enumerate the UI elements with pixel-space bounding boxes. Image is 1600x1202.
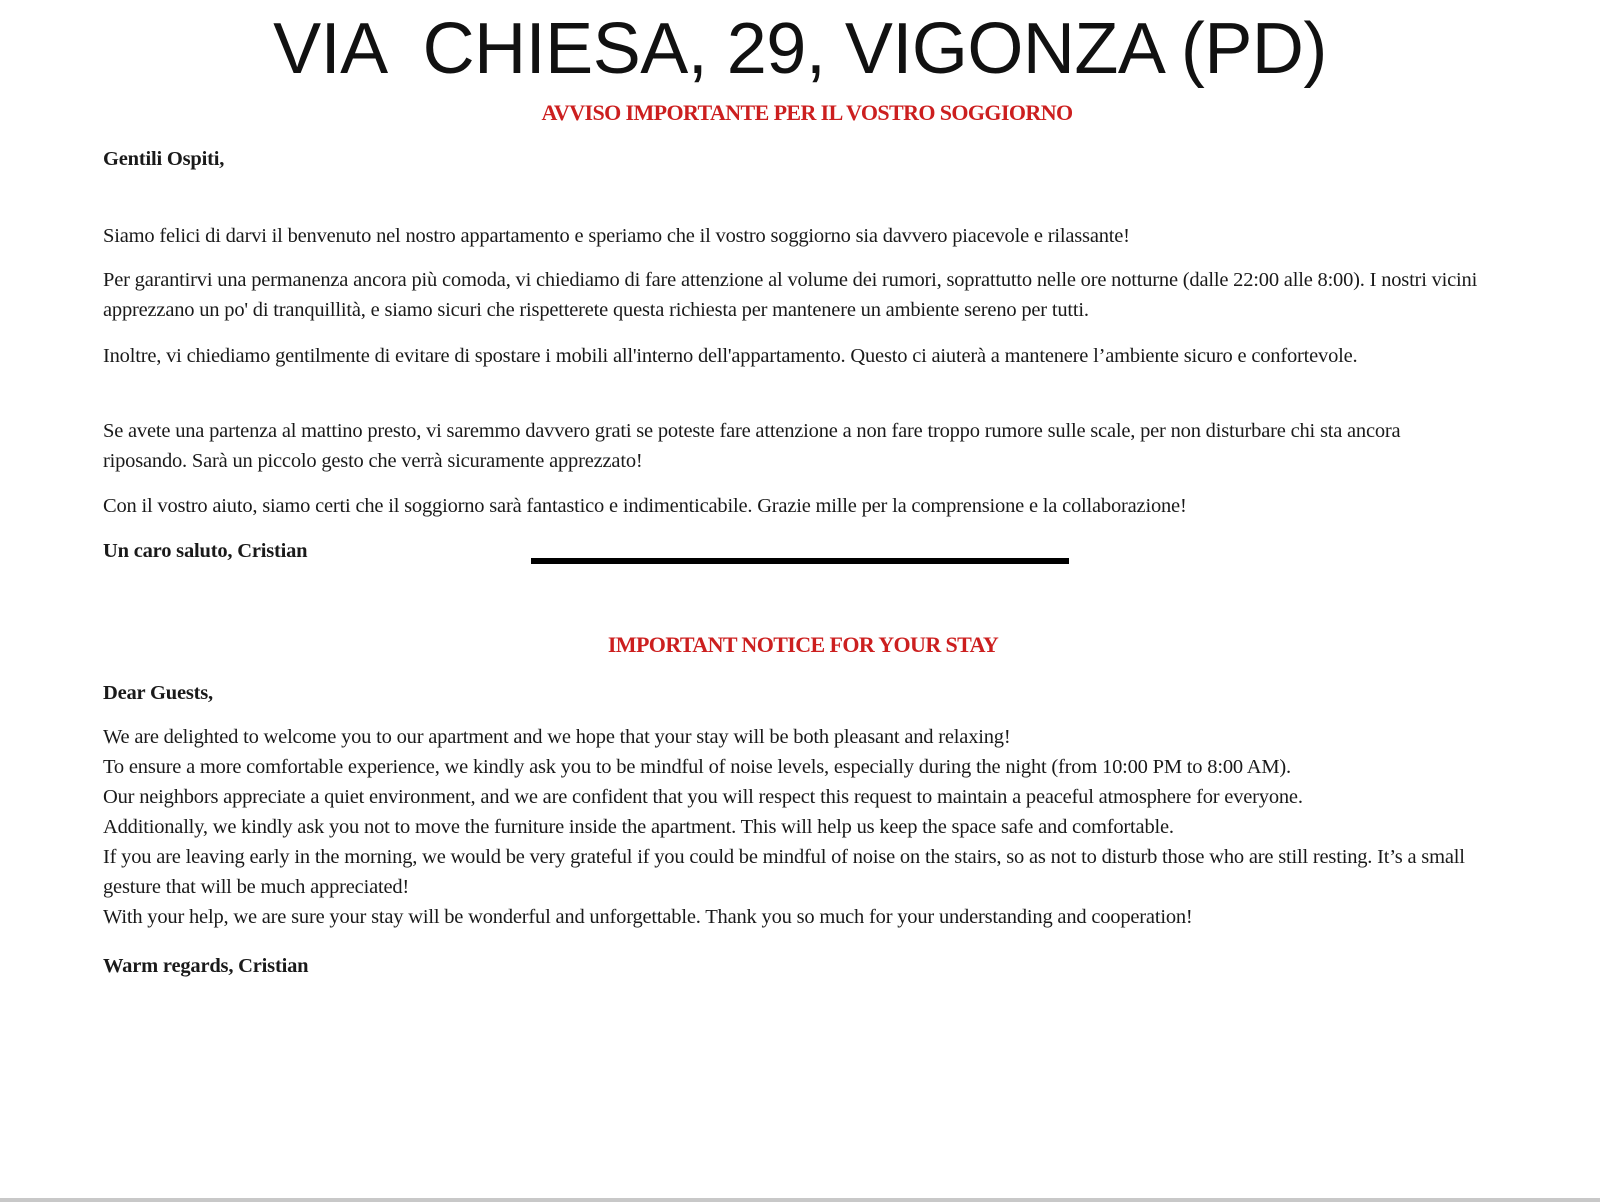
- english-closing: Warm regards, Cristian: [103, 955, 309, 977]
- address-heading: VIA CHIESA, 29, VIGONZA (PD): [273, 9, 1327, 89]
- bottom-edge: [0, 1198, 1600, 1202]
- italian-paragraph-3: Inoltre, vi chiediamo gentilmente di evitare di spostare i mobili all'interno dell'appartamento. Questo ci aiuterà a mantenere l’ambiente sicuro e confortevole.: [103, 345, 1358, 367]
- section-divider: [531, 558, 1069, 564]
- english-greeting: Dear Guests,: [103, 682, 213, 704]
- italian-paragraph-5: Con il vostro aiuto, siamo certi che il soggiorno sarà fantastico e indimenticabile. Grazie mille per la comprensione e la collaborazione!: [103, 495, 1187, 517]
- english-notice-title: IMPORTANT NOTICE FOR YOUR STAY: [607, 632, 999, 657]
- english-line-5: If you are leaving early in the morning, we would be very grateful if you could be mindful of noise on the stairs, so as not to disturb those who are still resting. It’s a small gesture that will be much appreciated!: [103, 846, 1465, 898]
- english-line-3: Our neighbors appreciate a quiet environment, and we are confident that you will respect this request to maintain a peaceful atmosphere for everyone.: [103, 786, 1303, 808]
- english-body: [103, 722, 1483, 932]
- italian-closing: Un caro saluto, Cristian: [103, 540, 308, 562]
- italian-paragraph-4: Se avete una partenza al mattino presto, vi saremmo davvero grati se poteste fare attenzione a non fare troppo rumore sulle scale, per non disturbare chi sta ancora riposando. Sarà un piccolo gesto che verrà sicuramente apprezzato!: [103, 420, 1401, 472]
- italian-paragraph-2: Per garantirvi una permanenza ancora più comoda, vi chiediamo di fare attenzione al volume dei rumori, soprattutto nelle ore notturne (dalle 22:00 alle 8:00). I nostri vicini apprezzano un po' di tranquillità, e siamo sicuri che rispetterete questa richiesta per mantenere un ambiente sereno per tutti.: [103, 269, 1478, 321]
- english-line-1: We are delighted to welcome you to our apartment and we hope that your stay will be both pleasant and relaxing!: [103, 726, 1011, 748]
- english-line-4: Additionally, we kindly ask you not to move the furniture inside the apartment. This will help us keep the space safe and comfortable.: [103, 816, 1174, 838]
- italian-greeting: Gentili Ospiti,: [103, 148, 225, 170]
- italian-notice-title: AVVISO IMPORTANTE PER IL VOSTRO SOGGIORNO: [541, 100, 1073, 125]
- english-line-6: With your help, we are sure your stay will be wonderful and unforgettable. Thank you so much for your understanding and cooperation!: [103, 906, 1193, 928]
- italian-paragraph-1: Siamo felici di darvi il benvenuto nel nostro appartamento e speriamo che il vostro soggiorno sia davvero piacevole e rilassante!: [103, 225, 1130, 247]
- english-line-2: To ensure a more comfortable experience, we kindly ask you to be mindful of noise levels, especially during the night (from 10:00 PM to 8:00 AM).: [103, 756, 1291, 778]
